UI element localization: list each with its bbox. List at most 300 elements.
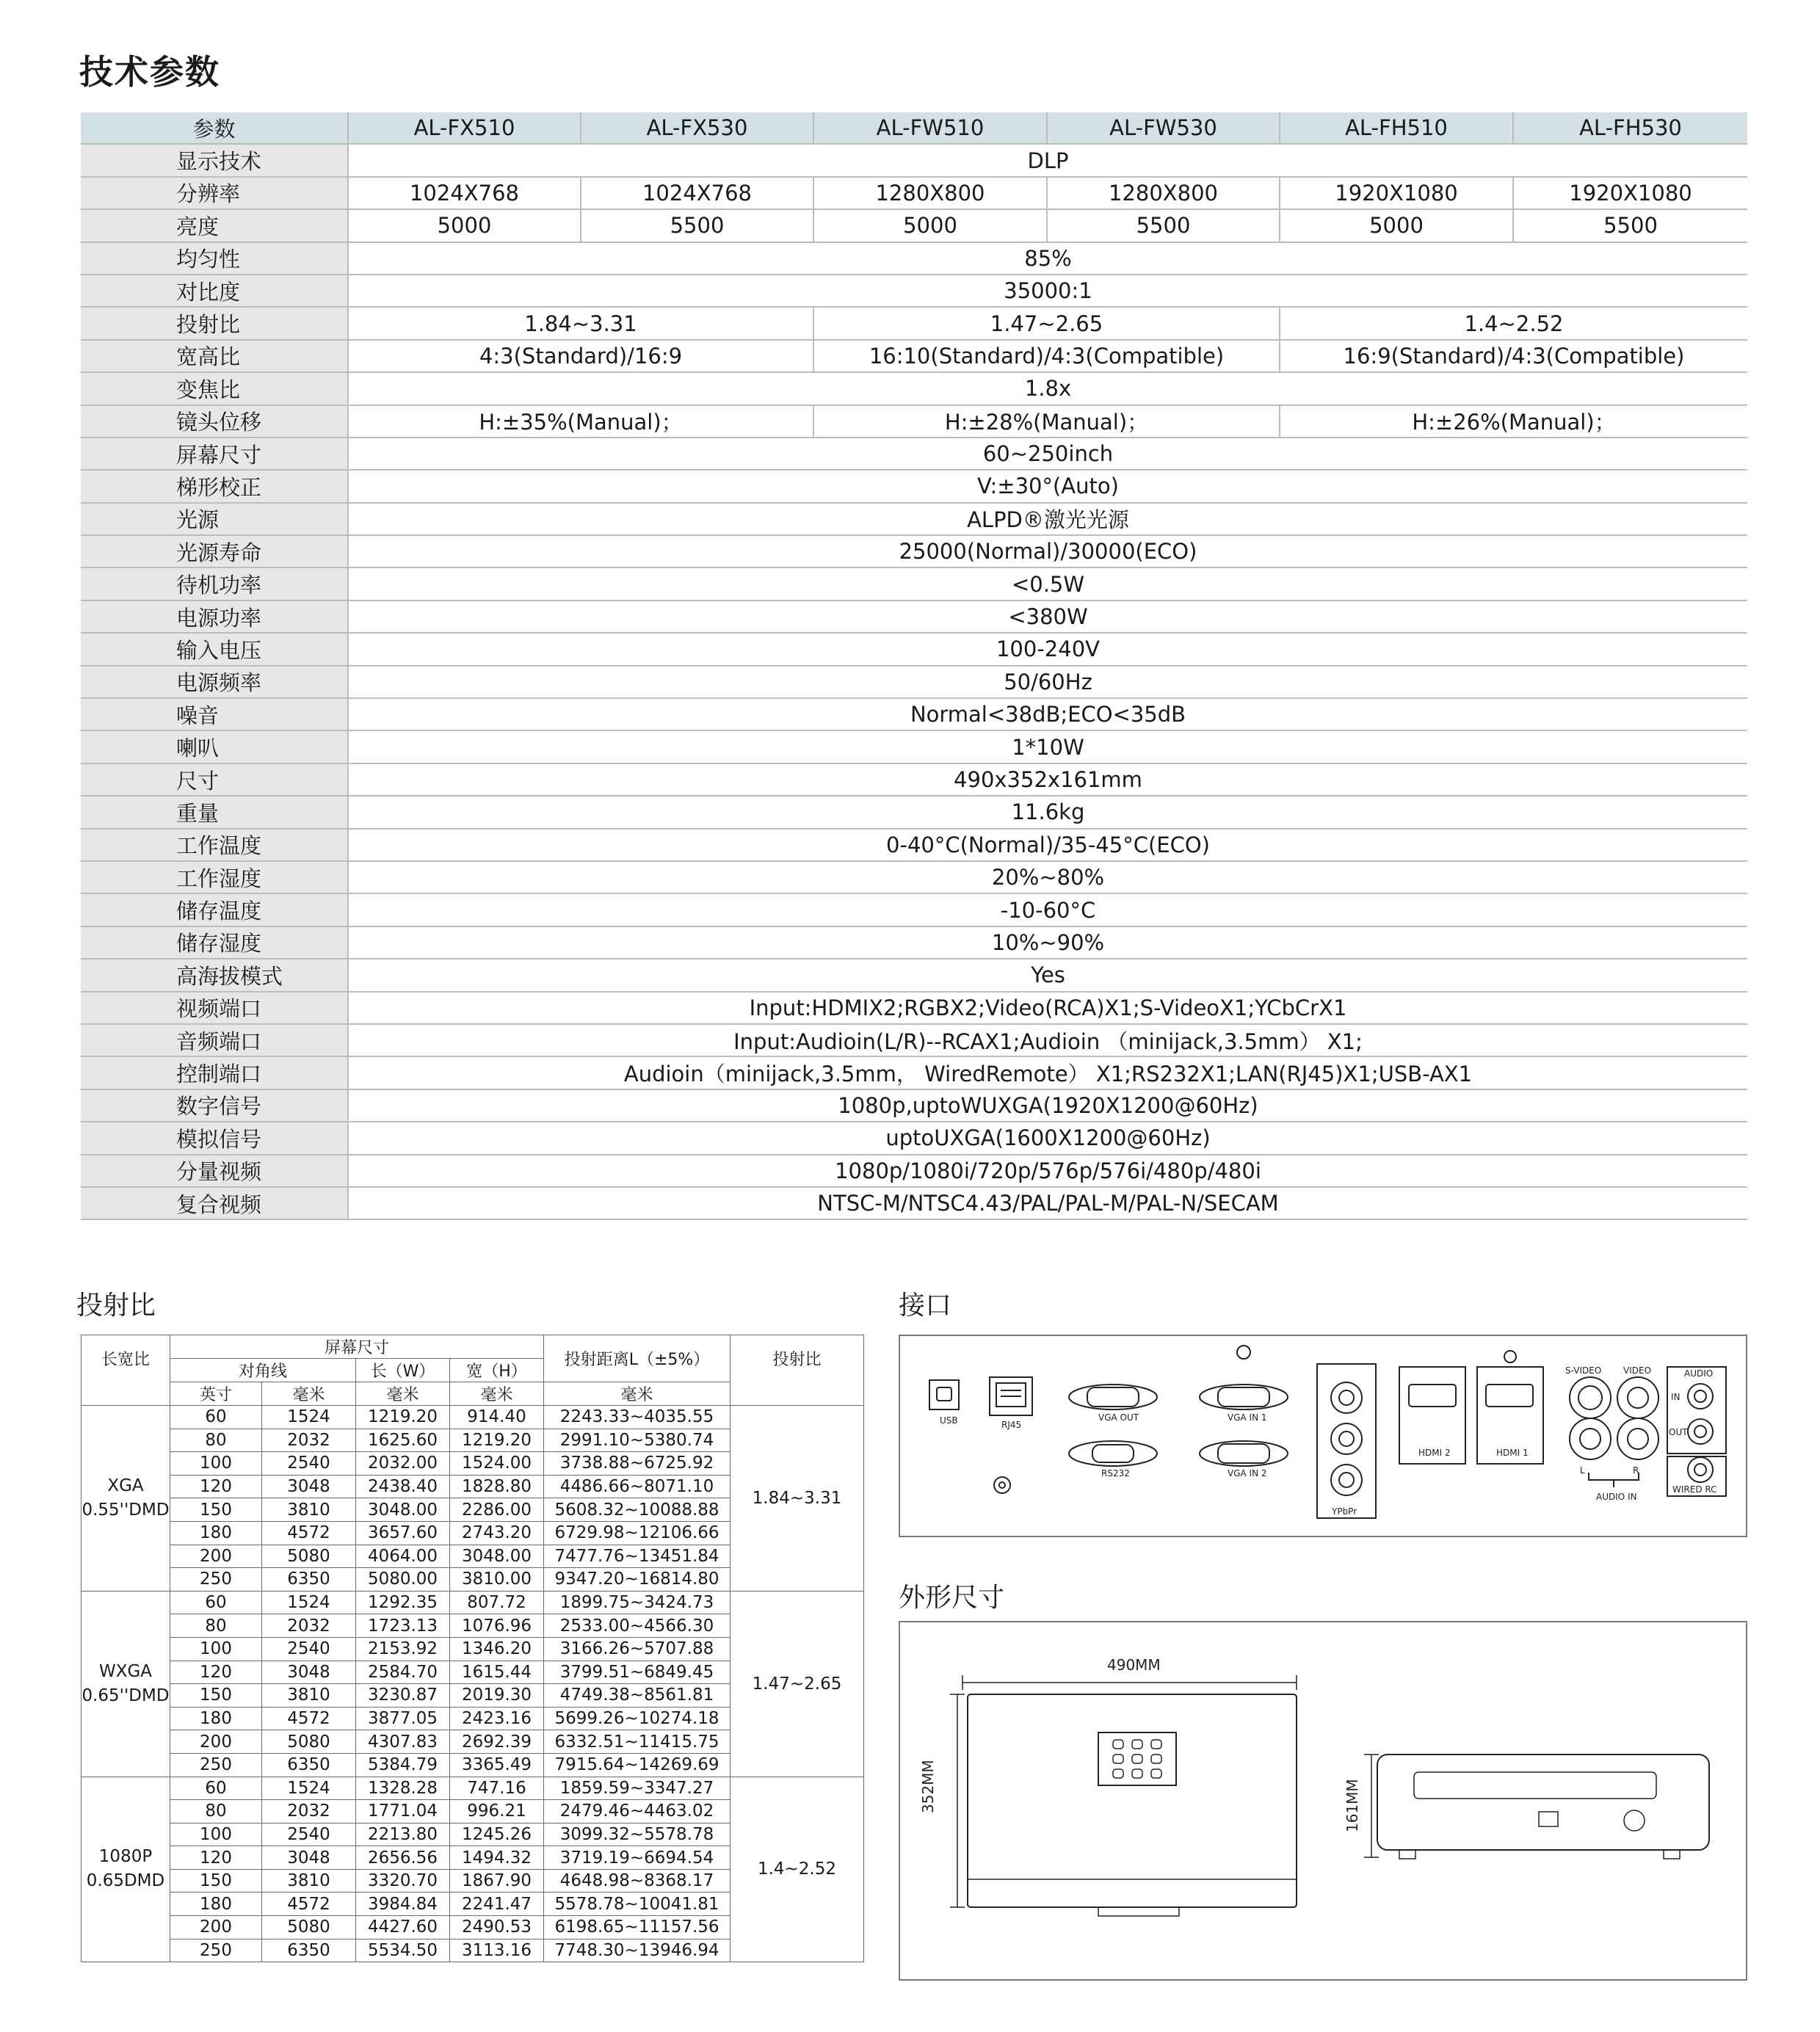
model-header: AL-FX510 xyxy=(348,112,581,144)
spec-row xyxy=(81,209,1747,242)
spec-row xyxy=(81,666,1747,698)
spec-value: DLP xyxy=(348,144,1747,176)
throw-cell: 2991.10~5380.74 xyxy=(544,1429,730,1452)
vga-in2-label: VGA IN 2 xyxy=(1228,1468,1267,1478)
throw-cell: 2479.46~4463.02 xyxy=(544,1800,730,1824)
projector-rear-view xyxy=(1377,1755,1709,1850)
spec-label: 光源寿命 xyxy=(81,535,348,567)
spec-value: 1.4~2.52 xyxy=(1280,307,1747,339)
throw-cell: 80 xyxy=(170,1429,262,1452)
spec-value: 1024X768 xyxy=(348,177,581,209)
spec-value: H:±26%(Manual)； xyxy=(1280,405,1747,438)
spec-label: 均匀性 xyxy=(81,242,348,275)
spec-label: 变焦比 xyxy=(81,372,348,404)
throw-ratio-title: 投射比 xyxy=(76,1291,156,1321)
spec-label: 待机功率 xyxy=(81,567,348,600)
throw-cell: 5080 xyxy=(262,1545,356,1568)
throw-cell: 4486.66~8071.10 xyxy=(544,1475,730,1498)
spec-row xyxy=(81,1024,1747,1056)
spec-value: Input:HDMIX2;RGBX2;Video(RCA)X1;S-VideoX1;YCbCrX1 xyxy=(348,992,1747,1024)
spec-value: 5000 xyxy=(813,209,1047,242)
spec-row xyxy=(81,177,1747,209)
keypad-icon xyxy=(1098,1732,1176,1785)
throw-cell: 3810 xyxy=(262,1869,356,1893)
throw-cell: 5384.79 xyxy=(356,1753,450,1777)
vga-in1-label: VGA IN 1 xyxy=(1228,1412,1267,1423)
throw-cell: 1859.59~3347.27 xyxy=(544,1777,730,1800)
throw-cell: 3099.32~5578.78 xyxy=(544,1823,730,1846)
throw-cell: 1524 xyxy=(262,1591,356,1614)
throw-cell: 4572 xyxy=(262,1521,356,1545)
spec-row xyxy=(81,275,1747,307)
aspect-type-cell: XGA 0.55''DMD xyxy=(81,1406,170,1592)
dimensions-title: 外形尺寸 xyxy=(899,1583,1005,1613)
spec-row xyxy=(81,340,1747,372)
throw-cell: 120 xyxy=(170,1475,262,1498)
throw-cell: 4648.98~8368.17 xyxy=(544,1869,730,1893)
throw-cell: 2241.47 xyxy=(450,1893,544,1916)
spec-row xyxy=(81,405,1747,438)
throw-cell: 150 xyxy=(170,1684,262,1708)
throw-cell: 2032.00 xyxy=(356,1452,450,1476)
rs232-label: RS232 xyxy=(1101,1468,1130,1478)
rj45-label: RJ45 xyxy=(1001,1420,1022,1430)
throw-cell: 4427.60 xyxy=(356,1916,450,1940)
throw-cell: 4064.00 xyxy=(356,1545,450,1568)
throw-cell: 5578.78~10041.81 xyxy=(544,1893,730,1916)
projector-top-view xyxy=(968,1694,1297,1907)
param-header: 参数 xyxy=(81,112,348,144)
throw-ratio-table xyxy=(81,1335,864,1962)
throw-cell: 996.21 xyxy=(450,1800,544,1824)
throw-cell: 5080 xyxy=(262,1730,356,1754)
throw-cell: 6350 xyxy=(262,1568,356,1592)
spec-value: 16:9(Standard)/4:3(Compatible) xyxy=(1280,340,1747,372)
throw-cell: 3365.49 xyxy=(450,1753,544,1777)
vga-out-label: VGA OUT xyxy=(1098,1412,1139,1423)
throw-cell: 2286.00 xyxy=(450,1498,544,1522)
throw-cell: 200 xyxy=(170,1545,262,1568)
throw-cell: 1219.20 xyxy=(356,1406,450,1429)
ports-panel xyxy=(899,1335,1747,1537)
throw-cell: 120 xyxy=(170,1846,262,1870)
audio-panel-icon xyxy=(1667,1367,1726,1454)
aspect-type-cell: 1080P 0.65DMD xyxy=(81,1777,170,1962)
spec-label: 喇叭 xyxy=(81,730,348,763)
throw-cell: 6350 xyxy=(262,1753,356,1777)
spec-row xyxy=(81,959,1747,991)
spec-value: H:±35%(Manual)； xyxy=(348,405,813,438)
svideo-label: S-VIDEO xyxy=(1565,1365,1602,1376)
throw-cell: 3048.00 xyxy=(356,1498,450,1522)
spec-value: 85% xyxy=(348,242,1747,275)
throw-cell: 80 xyxy=(170,1800,262,1824)
throw-cell: 60 xyxy=(170,1406,262,1429)
spec-value: 10%~90% xyxy=(348,926,1747,959)
throw-cell: 2213.80 xyxy=(356,1823,450,1846)
spec-value: uptoUXGA(1600X1200@60Hz) xyxy=(348,1122,1747,1154)
throw-cell: 2243.33~4035.55 xyxy=(544,1406,730,1429)
vga-in2-port-icon xyxy=(1200,1441,1288,1466)
svideo-port-icon xyxy=(1570,1377,1611,1418)
throw-cell: 3799.51~6849.45 xyxy=(544,1661,730,1684)
spec-label: 工作湿度 xyxy=(81,861,348,893)
throw-cell: 2540 xyxy=(262,1452,356,1476)
spec-value: 1920X1080 xyxy=(1280,177,1513,209)
throw-cell: 3738.88~6725.92 xyxy=(544,1452,730,1476)
throw-ratio-cell: 1.4~2.52 xyxy=(730,1777,864,1962)
ports-title: 接口 xyxy=(899,1291,952,1321)
table-row xyxy=(81,1591,864,1614)
throw-cell: 150 xyxy=(170,1869,262,1893)
depth-dimension-label: 352MM xyxy=(919,1760,937,1813)
spec-label: 数字信号 xyxy=(81,1089,348,1122)
spec-label: 宽高比 xyxy=(81,340,348,372)
ratio-unit xyxy=(730,1382,864,1406)
audio-label: AUDIO xyxy=(1684,1368,1714,1379)
spec-row xyxy=(81,926,1747,959)
spec-row xyxy=(81,893,1747,926)
spec-value: Normal<38dB;ECO<35dB xyxy=(348,698,1747,730)
audio-r-port-icon xyxy=(1617,1418,1658,1459)
spec-value: 1080p/1080i/720p/576p/576i/480p/480i xyxy=(348,1155,1747,1187)
throw-cell: 3048 xyxy=(262,1661,356,1684)
throw-cell: 1346.20 xyxy=(450,1637,544,1661)
spec-value: V:±30°(Auto) xyxy=(348,470,1747,502)
spec-label: 电源频率 xyxy=(81,666,348,698)
mm-unit: 毫米 xyxy=(450,1382,544,1406)
spec-value: ALPD®激光光源 xyxy=(348,503,1747,535)
throw-cell: 1524.00 xyxy=(450,1452,544,1476)
spec-row xyxy=(81,144,1747,176)
mm-unit: 毫米 xyxy=(356,1382,450,1406)
throw-cell: 1828.80 xyxy=(450,1475,544,1498)
wired-rc-label: WIRED RC xyxy=(1672,1484,1717,1495)
throw-cell: 4572 xyxy=(262,1893,356,1916)
vga-out-port-icon xyxy=(1069,1385,1157,1409)
spec-label: 对比度 xyxy=(81,275,348,307)
spec-value: 1024X768 xyxy=(581,177,813,209)
throw-cell: 180 xyxy=(170,1707,262,1730)
throw-cell: 200 xyxy=(170,1916,262,1940)
spec-label: 储存湿度 xyxy=(81,926,348,959)
dimensions-panel xyxy=(899,1621,1747,1981)
spec-label: 模拟信号 xyxy=(81,1122,348,1154)
throw-cell: 60 xyxy=(170,1777,262,1800)
spec-value: <0.5W xyxy=(348,567,1747,600)
video-label: VIDEO xyxy=(1623,1365,1652,1376)
spec-label: 高海拔模式 xyxy=(81,959,348,991)
throw-cell: 3810 xyxy=(262,1684,356,1708)
throw-cell: 7477.76~13451.84 xyxy=(544,1545,730,1568)
spec-value: 35000:1 xyxy=(348,275,1747,307)
throw-cell: 4572 xyxy=(262,1707,356,1730)
spec-label: 工作温度 xyxy=(81,829,348,861)
throw-cell: 3048.00 xyxy=(450,1545,544,1568)
throw-cell: 914.40 xyxy=(450,1406,544,1429)
throw-cell: 5080 xyxy=(262,1916,356,1940)
spec-label: 重量 xyxy=(81,796,348,828)
throw-cell: 3320.70 xyxy=(356,1869,450,1893)
throw-cell: 250 xyxy=(170,1753,262,1777)
throw-cell: 1899.75~3424.73 xyxy=(544,1591,730,1614)
spec-row xyxy=(81,438,1747,470)
throw-cell: 100 xyxy=(170,1823,262,1846)
throw-cell: 747.16 xyxy=(450,1777,544,1800)
throw-cell: 2540 xyxy=(262,1637,356,1661)
throw-cell: 1245.26 xyxy=(450,1823,544,1846)
throw-cell: 1723.13 xyxy=(356,1614,450,1638)
throw-cell: 7915.64~14269.69 xyxy=(544,1753,730,1777)
throw-cell: 1867.90 xyxy=(450,1869,544,1893)
audio-l-port-icon xyxy=(1570,1418,1611,1459)
throw-cell: 120 xyxy=(170,1661,262,1684)
spec-row xyxy=(81,992,1747,1024)
spec-row xyxy=(81,470,1747,502)
aspect-unit xyxy=(81,1382,170,1406)
spec-value: 11.6kg xyxy=(348,796,1747,828)
throw-cell: 1076.96 xyxy=(450,1614,544,1638)
throw-cell: 6729.98~12106.66 xyxy=(544,1521,730,1545)
spec-row xyxy=(81,730,1747,763)
spec-row xyxy=(81,307,1747,339)
spec-row xyxy=(81,1122,1747,1154)
screen-size-header: 屏幕尺寸 xyxy=(170,1335,544,1359)
spec-row xyxy=(81,372,1747,404)
hdmi2-label: HDMI 2 xyxy=(1418,1448,1451,1458)
spec-value: 5000 xyxy=(1280,209,1513,242)
spec-row xyxy=(81,1056,1747,1089)
spec-label: 分量视频 xyxy=(81,1155,348,1187)
throw-cell: 100 xyxy=(170,1452,262,1476)
spec-row xyxy=(81,535,1747,567)
spec-label: 复合视频 xyxy=(81,1187,348,1219)
throw-cell: 1771.04 xyxy=(356,1800,450,1824)
spec-row xyxy=(81,242,1747,275)
spec-label: 镜头位移 xyxy=(81,405,348,438)
throw-cell: 60 xyxy=(170,1591,262,1614)
table-row xyxy=(81,1777,864,1800)
spec-value: 1280X800 xyxy=(813,177,1047,209)
screw-icon xyxy=(994,1477,1010,1493)
throw-cell: 100 xyxy=(170,1637,262,1661)
l-label: L xyxy=(1580,1465,1585,1476)
throw-cell: 6198.65~11157.56 xyxy=(544,1916,730,1940)
throw-cell: 2153.92 xyxy=(356,1637,450,1661)
spec-label: 分辨率 xyxy=(81,177,348,209)
spec-table xyxy=(81,112,1747,1220)
ypbpr-label: YPbPr xyxy=(1332,1506,1357,1517)
ports-diagram xyxy=(900,1336,1746,1536)
spec-value: 25000(Normal)/30000(ECO) xyxy=(348,535,1747,567)
mm-unit: 毫米 xyxy=(262,1382,356,1406)
throw-cell: 2692.39 xyxy=(450,1730,544,1754)
diagonal-header: 对角线 xyxy=(170,1359,356,1382)
throw-ratio-cell: 1.47~2.65 xyxy=(730,1591,864,1777)
spec-label: 亮度 xyxy=(81,209,348,242)
throw-cell: 2032 xyxy=(262,1800,356,1824)
hdmi1-label: HDMI 1 xyxy=(1496,1448,1529,1458)
width-dimension-label: 490MM xyxy=(1107,1656,1161,1674)
throw-cell: 2423.16 xyxy=(450,1707,544,1730)
throw-cell: 4749.38~8561.81 xyxy=(544,1684,730,1708)
spec-value: Audioin（minijack,3.5mm， WiredRemote） X1;RS232X1;LAN(RJ45)X1;USB-AX1 xyxy=(348,1056,1747,1089)
throw-cell: 3113.16 xyxy=(450,1939,544,1962)
spec-label: 尺寸 xyxy=(81,763,348,796)
throw-cell: 5608.32~10088.88 xyxy=(544,1498,730,1522)
throw-cell: 2584.70 xyxy=(356,1661,450,1684)
throw-cell: 3719.19~6694.54 xyxy=(544,1846,730,1870)
spec-row xyxy=(81,600,1747,633)
throw-cell: 1615.44 xyxy=(450,1661,544,1684)
spec-value: -10-60°C xyxy=(348,893,1747,926)
spec-row xyxy=(81,698,1747,730)
spec-value: 5000 xyxy=(348,209,581,242)
throw-cell: 1524 xyxy=(262,1777,356,1800)
throw-cell: 2019.30 xyxy=(450,1684,544,1708)
spec-header-row xyxy=(81,112,1747,144)
throw-cell: 2540 xyxy=(262,1823,356,1846)
model-header: AL-FH510 xyxy=(1280,112,1513,144)
throw-cell: 250 xyxy=(170,1939,262,1962)
spec-label: 光源 xyxy=(81,503,348,535)
throw-cell: 3657.60 xyxy=(356,1521,450,1545)
spec-value: 1280X800 xyxy=(1047,177,1280,209)
spec-label: 控制端口 xyxy=(81,1056,348,1089)
throw-cell: 1494.32 xyxy=(450,1846,544,1870)
throw-cell: 3984.84 xyxy=(356,1893,450,1916)
throw-cell: 180 xyxy=(170,1521,262,1545)
spec-value: H:±28%(Manual)； xyxy=(813,405,1280,438)
throw-cell: 250 xyxy=(170,1568,262,1592)
distance-header: 投射距离L（±5%） xyxy=(544,1335,730,1382)
spec-row xyxy=(81,796,1747,828)
spec-value: 1.47~2.65 xyxy=(813,307,1280,339)
throw-cell: 1524 xyxy=(262,1406,356,1429)
throw-cell: 80 xyxy=(170,1614,262,1638)
spec-label: 屏幕尺寸 xyxy=(81,438,348,470)
table-row xyxy=(81,1406,864,1429)
ratio-header: 投射比 xyxy=(730,1335,864,1382)
mm-unit: 毫米 xyxy=(544,1382,730,1406)
spec-value: 1920X1080 xyxy=(1513,177,1747,209)
spec-value: 1*10W xyxy=(348,730,1747,763)
height-dimension-label: 161MM xyxy=(1344,1779,1361,1832)
page-title: 技术参数 xyxy=(79,52,220,92)
model-header: AL-FX530 xyxy=(581,112,813,144)
spec-value: 60~250inch xyxy=(348,438,1747,470)
throw-cell: 3810.00 xyxy=(450,1568,544,1592)
spec-value: 16:10(Standard)/4:3(Compatible) xyxy=(813,340,1280,372)
spec-value: 1080p,uptoWUXGA(1920X1200@60Hz) xyxy=(348,1089,1747,1122)
aspect-type-cell: WXGA 0.65''DMD xyxy=(81,1591,170,1777)
spec-value: Yes xyxy=(348,959,1747,991)
throw-cell: 2533.00~4566.30 xyxy=(544,1614,730,1638)
spec-label: 梯形校正 xyxy=(81,470,348,502)
spec-value: 100-240V xyxy=(348,633,1747,665)
usb-port-icon xyxy=(929,1380,959,1409)
throw-cell: 200 xyxy=(170,1730,262,1754)
spec-value: 1.84~3.31 xyxy=(348,307,813,339)
vga-in1-port-icon xyxy=(1200,1385,1288,1409)
out-label: OUT xyxy=(1669,1427,1688,1437)
throw-cell: 2032 xyxy=(262,1614,356,1638)
spec-value: 4:3(Standard)/16:9 xyxy=(348,340,813,372)
spec-value: 490x352x161mm xyxy=(348,763,1747,796)
spec-value: NTSC-M/NTSC4.43/PAL/PAL-M/PAL-N/SECAM xyxy=(348,1187,1747,1219)
throw-cell: 7748.30~13946.94 xyxy=(544,1939,730,1962)
throw-cell: 2032 xyxy=(262,1429,356,1452)
spec-label: 储存温度 xyxy=(81,893,348,926)
throw-cell: 2656.56 xyxy=(356,1846,450,1870)
throw-cell: 807.72 xyxy=(450,1591,544,1614)
spec-value: 1.8x xyxy=(348,372,1747,404)
spec-row xyxy=(81,861,1747,893)
throw-cell: 180 xyxy=(170,1893,262,1916)
spec-label: 投射比 xyxy=(81,307,348,339)
model-header: AL-FW510 xyxy=(813,112,1047,144)
video-port-icon xyxy=(1617,1377,1658,1418)
throw-cell: 3877.05 xyxy=(356,1707,450,1730)
spec-label: 显示技术 xyxy=(81,144,348,176)
length-header: 长（W） xyxy=(356,1359,450,1382)
spec-value: 50/60Hz xyxy=(348,666,1747,698)
throw-cell: 150 xyxy=(170,1498,262,1522)
spec-label: 视频端口 xyxy=(81,992,348,1024)
throw-cell: 3048 xyxy=(262,1475,356,1498)
in-label: IN xyxy=(1671,1392,1681,1402)
model-header: AL-FH530 xyxy=(1513,112,1747,144)
throw-cell: 9347.20~16814.80 xyxy=(544,1568,730,1592)
spec-row xyxy=(81,503,1747,535)
spec-label: 音频端口 xyxy=(81,1024,348,1056)
throw-cell: 3048 xyxy=(262,1846,356,1870)
spec-label: 噪音 xyxy=(81,698,348,730)
throw-cell: 3166.26~5707.88 xyxy=(544,1637,730,1661)
spec-row xyxy=(81,633,1747,665)
throw-cell: 2490.53 xyxy=(450,1916,544,1940)
throw-cell: 6350 xyxy=(262,1939,356,1962)
spec-value: 5500 xyxy=(581,209,813,242)
spec-value: 5500 xyxy=(1047,209,1280,242)
usb-label: USB xyxy=(940,1415,958,1426)
spec-value: 0-40°C(Normal)/35-45°C(ECO) xyxy=(348,829,1747,861)
spec-value: 5500 xyxy=(1513,209,1747,242)
throw-cell: 6332.51~11415.75 xyxy=(544,1730,730,1754)
spec-row xyxy=(81,1187,1747,1219)
spec-row xyxy=(81,1155,1747,1187)
r-label: R xyxy=(1633,1465,1639,1476)
throw-cell: 5699.26~10274.18 xyxy=(544,1707,730,1730)
throw-cell: 3230.87 xyxy=(356,1684,450,1708)
throw-cell: 3810 xyxy=(262,1498,356,1522)
spec-value: Input:Audioin(L/R)--RCAX1;Audioin （minijack,3.5mm） X1; xyxy=(348,1024,1747,1056)
throw-cell: 5080.00 xyxy=(356,1568,450,1592)
dimensions-drawing xyxy=(900,1622,1746,1979)
spec-row xyxy=(81,763,1747,796)
inch-unit: 英寸 xyxy=(170,1382,262,1406)
throw-cell: 1219.20 xyxy=(450,1429,544,1452)
spec-value: 20%~80% xyxy=(348,861,1747,893)
audio-in-label: AUDIO IN xyxy=(1596,1492,1637,1502)
throw-cell: 1292.35 xyxy=(356,1591,450,1614)
spec-label: 输入电压 xyxy=(81,633,348,665)
throw-cell: 4307.83 xyxy=(356,1730,450,1754)
spec-label: 电源功率 xyxy=(81,600,348,633)
aspect-header: 长宽比 xyxy=(81,1335,170,1382)
throw-cell: 1625.60 xyxy=(356,1429,450,1452)
model-header: AL-FW530 xyxy=(1047,112,1280,144)
